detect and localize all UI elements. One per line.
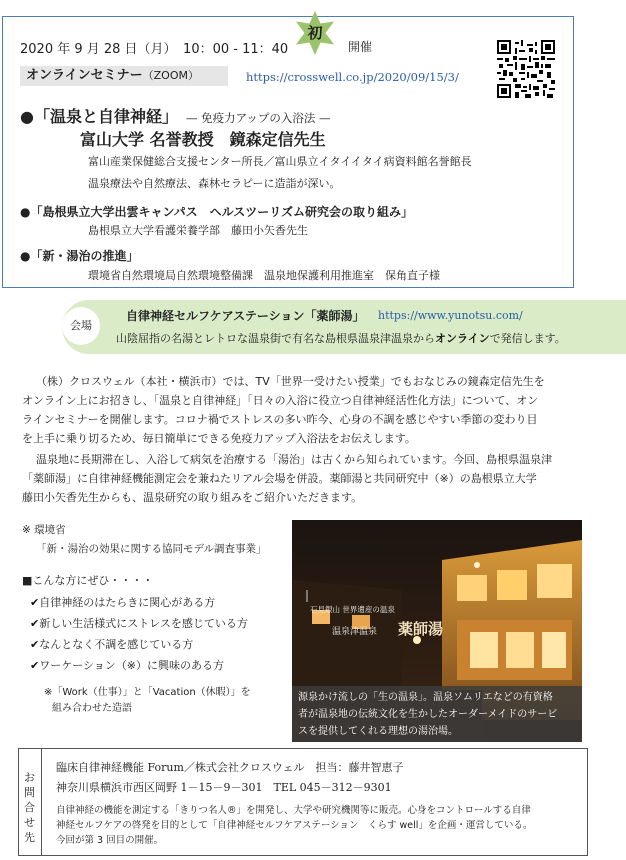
event-url-link[interactable]: https://crosswell.co.jp/2020/09/15/3/ (246, 70, 459, 84)
photo-sign-small: 石見銀山 世界遺産の温泉 (310, 605, 395, 614)
contact-organization: 臨床自律神経機能 Forum／株式会社クロスウェル 担当：藤井智恵子 (56, 761, 404, 774)
checkmark-icon: ✔ (30, 596, 40, 609)
photo-sign-place: 温泉津温泉 (332, 627, 378, 637)
venue-label: 会場 (62, 307, 100, 345)
contact-label-text: お 問 合 せ 先 (24, 771, 35, 844)
online-seminar-tag: オンラインセミナー（ZOOM） (20, 66, 228, 86)
contact-note-2: 神経セルフケアの啓発を目的として「自律神経セルフケアステーション くらす well」を企画・運営している。 (56, 820, 533, 831)
contact-note-3: 今回が第 3 回目の開催。 (56, 835, 164, 846)
talk3-title: ●「新・湯治の推進」 (20, 249, 139, 263)
event-date: 2020 年 9 月 28 日（月） 10：00 - 11：40 (20, 42, 289, 57)
check-item: ✔ワーケーション（※）に興味のある方 (30, 659, 224, 672)
intro-paragraph-2: 温泉地に長期滞在し、入浴して病気を治療する「湯治」は古くから知られています。今回、島根県温泉津 「薬師湯」に自律神経機能測定会を兼ねたリアル会場を併設。薬師湯と共同研究中（※）の島根県立大学 藤田小矢香先生からも、温泉研究の取り組みをご紹介いただきます。 (22, 453, 553, 504)
photo-sign-name: 薬師湯 (398, 620, 444, 638)
venue-name: 自律神経セルフケアステーション「薬師湯」 (126, 309, 365, 323)
venue-description: 山陰屈指の名湯とレトロな温泉街で有名な島根県温泉津温泉からオンラインで発信します。 (116, 332, 566, 345)
talk1-desc1: 富山産業保健総合支援センター所長／富山県立イタイイタイ病資料館名誉館長 (88, 155, 472, 168)
contact-note-1: 自律神経の機能を測定する「きりつ名人®」を開発し、大学や研究機関等に販売。心身をコントロールする自律 (56, 805, 531, 816)
workation-note-2: 組み合わせた造語 (52, 703, 132, 714)
check-item: ✔新しい生活様式にストレスを感じている方 (30, 617, 248, 630)
talk1-speaker: 富山大学 名誉教授 鏡森定信先生 (80, 130, 326, 149)
venue-url-link[interactable]: https://www.yunotsu.com/ (378, 309, 523, 322)
contact-address-tel: 神奈川県横浜市西区岡野 1－15－9－301 TEL 045－312－9301 (56, 781, 392, 794)
checkmark-icon: ✔ (30, 617, 40, 630)
talk1-title: ●「温泉と自律神経」 — 免疫力アップの入浴法 — (20, 107, 331, 126)
recommend-heading: ■こんな方にぜひ・・・・ (22, 574, 154, 587)
checkmark-icon: ✔ (30, 659, 40, 672)
check-item: ✔自律神経のはたらきに関心がある方 (30, 596, 216, 609)
kaisai-label: 開催 (348, 40, 373, 54)
workation-note-1: ※「Work（仕事）」と「Vacation（休暇）」を (44, 687, 251, 698)
env-note-project: 「新・湯治の効果に関する協同モデル調査事業」 (36, 543, 267, 555)
photo-caption: 源泉かけ流しの「生の温泉」。温泉ソムリエなどの有資格 者が温泉地の伝統文化を生かしたオーダーメイドのサービ スを提供してくれる理想の湯治場。 (292, 686, 582, 742)
checkmark-icon: ✔ (30, 638, 40, 651)
qr-code-icon[interactable] (497, 40, 555, 98)
first-time-badge: 初 (292, 10, 338, 56)
talk3-speaker: 環境省自然環境局自然環境整備課 温泉地保護利用推進室 保角直子様 (88, 269, 440, 282)
intro-paragraph-1: （株）クロスウェル（本社・横浜市）では、TV「世界一受けたい授業」でもおなじみの鏡森定信先生を オンライン上にお招きし、「温泉と自律神経」「日々の入浴に役立つ自律神経活性化方法」について、オン ラインセミナーを開催します。コロナ禍でストレスの多い昨今、心身の不調を感じやすい季節の変わり目 を上手に乗り切るため、毎日簡単にできる免疫力アップ入浴法をお伝えします。 (22, 375, 545, 445)
contact-label (18, 748, 42, 856)
talk1-desc2: 温泉療法や自然療法、森林セラピーに造詣が深い。 (88, 177, 341, 190)
check-item: ✔なんとなく不調を感じている方 (30, 638, 194, 651)
talk2-speaker: 島根県立大学看護栄養学部 藤田小矢香先生 (88, 224, 308, 237)
env-note-heading: ※ 環境省 (22, 524, 66, 536)
talk2-title: ●「島根県立大学出雲キャンパス ヘルスツーリズム研究会の取り組み」 (20, 205, 414, 219)
